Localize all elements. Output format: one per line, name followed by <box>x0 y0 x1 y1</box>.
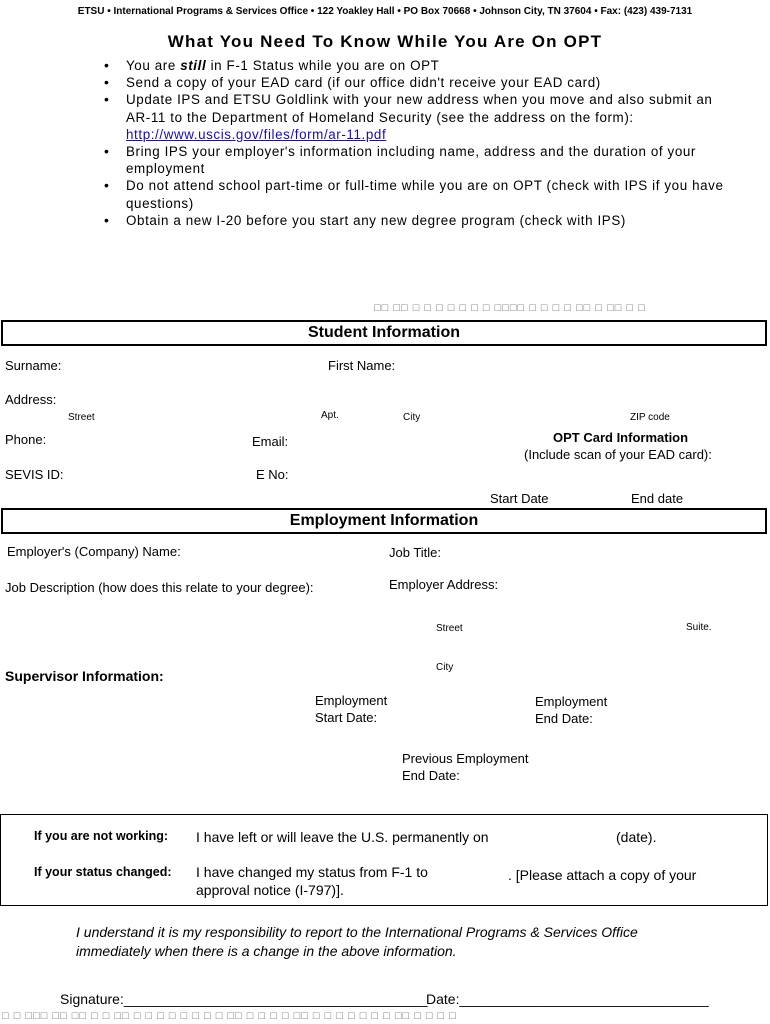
street-caption: Street <box>68 412 95 423</box>
employer-city-caption: City <box>436 662 454 673</box>
e-no-label: E No: <box>256 467 289 482</box>
sevis-id-label: SEVIS ID: <box>5 467 64 482</box>
employer-address-label: Employer Address: <box>389 577 499 592</box>
date-field[interactable]: Date:________________________________ <box>426 991 709 1007</box>
emphasis-still: still <box>180 58 207 73</box>
apt-caption: Apt. <box>321 410 339 421</box>
phone-label: Phone: <box>5 432 47 447</box>
list-item: • You are still in F-1 Status while you are on OPT <box>104 57 724 74</box>
office-header: ETSU • International Programs & Services Office • 122 Yoakley Hall • PO Box 70668 • Johnson City, TN 37604 • Fax: (423) 439-7131 <box>77 6 693 17</box>
employment-info-header: Employment Information <box>1 508 767 534</box>
ar11-form-link[interactable]: http://www.uscis.gov/files/form/ar-11.pdf <box>126 126 387 142</box>
employment-start-label-1: Employment <box>315 693 388 708</box>
previous-employment-label-1: Previous Employment <box>402 751 529 766</box>
page-title: What You Need To Know While You Are On OPT <box>167 32 603 51</box>
zip-caption: ZIP code <box>630 412 670 423</box>
attach-notice-text: . [Please attach a copy of your <box>508 867 697 883</box>
previous-employment-label-2: End Date: <box>402 768 460 783</box>
first-name-label: First Name: <box>328 358 396 373</box>
employer-suite-caption: Suite. <box>686 622 712 633</box>
city-caption: City <box>403 412 421 423</box>
employment-start-label-2: Start Date: <box>315 710 378 725</box>
not-working-text: I have left or will leave the U.S. permanently on <box>196 829 489 845</box>
status-changed-text-1: I have changed my status from F-1 to <box>196 864 428 880</box>
end-date-label: End date <box>631 491 684 506</box>
list-item: • Send a copy of your EAD card (if our office didn't receive your EAD card) <box>104 74 724 91</box>
list-item: • Do not attend school part-time or full-time while you are on OPT (check with IPS if you have questions) <box>104 177 724 211</box>
list-item: • Update IPS and ETSU Goldlink with your new address when you move and also submit an AR-11 to the Department of Homeland Security (see the address on the form): http://www.uscis.gov/files/form/ar-11.pdf <box>104 91 724 143</box>
date-paren: (date). <box>616 829 657 845</box>
status-changed-text-2: approval notice (I-797)]. <box>196 882 344 898</box>
list-item: • Obtain a new I-20 before you start any new degree program (check with IPS) <box>104 212 724 229</box>
opt-rules-list <box>104 57 724 229</box>
address-label: Address: <box>5 392 57 407</box>
job-description-label: Job Description (how does this relate to your degree): <box>5 580 314 595</box>
job-title-label: Job Title: <box>389 545 442 560</box>
employer-name-label: Employer's (Company) Name: <box>7 544 181 559</box>
not-working-label: If you are not working: <box>34 829 169 843</box>
surname-label: Surname: <box>5 358 62 373</box>
supervisor-info-label: Supervisor Information: <box>5 668 164 684</box>
opt-card-title: OPT Card Information <box>553 430 689 445</box>
employment-end-label-2: End Date: <box>535 711 593 726</box>
student-info-header: Student Information <box>1 320 767 346</box>
signature-field[interactable]: Signature:_______________________________________ <box>60 991 428 1007</box>
status-notice-box <box>0 814 768 906</box>
employer-street-caption: Street <box>436 623 463 634</box>
status-changed-label: If your status changed: <box>34 865 172 879</box>
list-item: • Bring IPS your employer's information including name, address and the duration of your employment <box>104 143 724 177</box>
employment-end-label-1: Employment <box>535 694 608 709</box>
opt-card-subtitle: (Include scan of your EAD card): <box>524 447 712 462</box>
responsibility-statement: I understand it is my responsibility to report to the International Programs & Services Office immediately when there is a change in the above information. <box>76 924 638 959</box>
email-label: Email: <box>252 434 289 449</box>
missing-glyph-row-bottom: □ □ □□□ □□ □□ □ □ □□ □ □ □ □ □ □ □ □ □□ □ □ □ □ □□ □ □ □ □ □ □ □ □□ □ □ □ □ <box>2 1010 457 1022</box>
missing-glyph-row: □□ □□ □ □ □ □ □ □ □ □□□□ □ □ □ □ □□ □ □□ □ □ <box>374 302 646 314</box>
start-date-label: Start Date <box>490 491 549 506</box>
